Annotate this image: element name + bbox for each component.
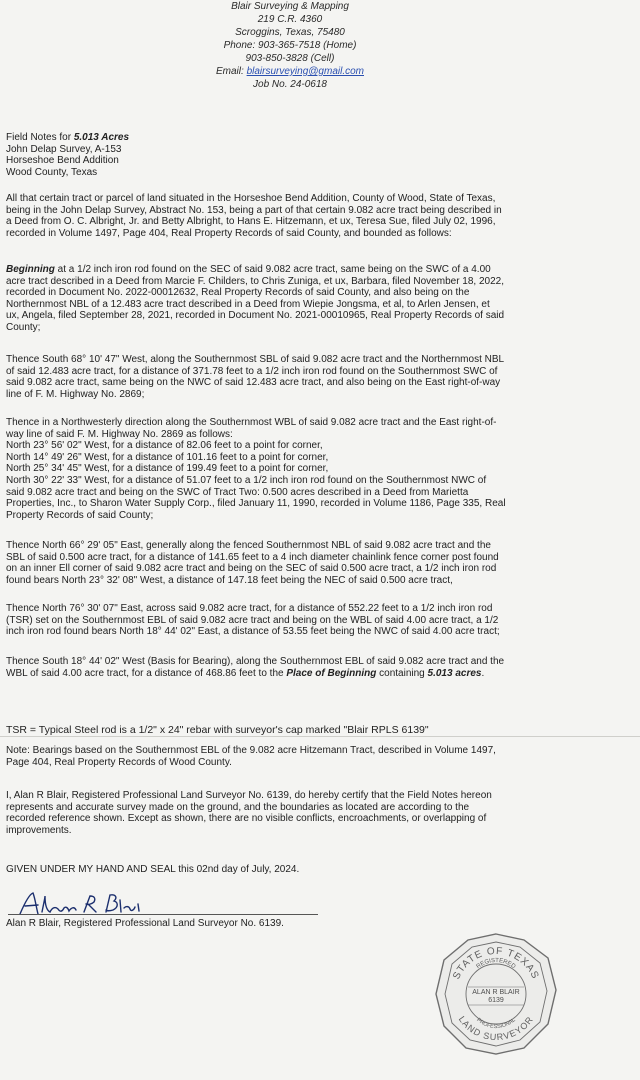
text-line: Thence North 76° 30' 07" East, across said 9.082 acre tract, for a distance of 552.22 feet to a 1/2 inch iron rod [6, 603, 493, 614]
phone-home: Phone: 903-365-7518 (Home) [223, 40, 357, 51]
text-line: All that certain tract or parcel of land situated in the Horseshoe Bend Addition, County of Wood, State of Texas, [6, 193, 496, 204]
county-name: Wood County, Texas [6, 166, 98, 178]
text-line [6, 264, 624, 276]
title-block [6, 132, 624, 178]
text-line: of said 12.483 acre tract, for a distance of 371.78 feet to a 1/2 inch iron rod found on the Southernmost SWC of [6, 365, 498, 377]
surveyor-seal [432, 930, 560, 1058]
divider [0, 736, 640, 737]
beginning-paragraph [6, 264, 624, 334]
seal-registered: REGISTERED [475, 957, 517, 971]
certification-paragraph [6, 790, 624, 836]
text-line: recorded in Document No. 2022-00012632, Real Property Records of said County, and also being on the [6, 287, 470, 299]
title-line [6, 132, 624, 144]
thence-north-east-paragraph [6, 540, 624, 586]
company-address: 219 C.R. 4360 [257, 14, 323, 25]
text-line: said 9.082 acre tract, same being on the NWC of said 12.483 acre tract, and also being on the East right-of-way [6, 377, 501, 389]
place-of-beginning: Place of Beginning [286, 667, 377, 679]
text-segment: WBL of said 4.00 acre tract, for a distance of 468.86 feet to the [6, 667, 287, 679]
text-line: North 23° 56' 02" West, for a distance of 82.06 feet to a point for corner, [6, 440, 323, 452]
bearing-note [6, 745, 624, 768]
text-line: represents and accurate survey made on the ground, and the boundaries as located are according to the [6, 801, 470, 813]
text-line: North 25° 34' 45" West, for a distance of 199.49 feet to a point for corner, [6, 463, 329, 475]
northwesterly-paragraph [6, 417, 624, 521]
signature-line [8, 914, 318, 915]
text-segment: containing [376, 667, 428, 679]
text-line: line of F. M. Highway No. 2869; [6, 388, 145, 400]
title-prefix: Field Notes for [6, 132, 72, 143]
letterhead [0, 0, 580, 91]
given-under-hand: GIVEN UNDER MY HAND AND SEAL this 02nd day of July, 2024. [6, 864, 300, 875]
text-line: Thence South 18° 44' 02" West (Basis for Bearing), along the Southernmost EBL of said 9.082 acre tract and the [6, 656, 505, 667]
title-acres: 5.013 Acres [73, 132, 130, 143]
email-link[interactable]: blairsurveying@gmail.com [246, 66, 364, 77]
seal-state: STATE OF TEXAS [451, 945, 541, 982]
closing-call-paragraph [6, 656, 624, 679]
text-line: Properties, Inc., to Sharon Water Supply Corp., filed January 11, 1990, recorded in Volume 1186, Page 335, Real [6, 498, 506, 510]
text-line: I, Alan R Blair, Registered Professional Land Surveyor No. 6139, do hereby certify that the Field Notes hereon [6, 790, 492, 801]
job-number: Job No. 24-0618 [253, 79, 327, 90]
text-line: a Deed from O. C. Albright, Jr. and Betty Albright, to Hans E. Hitzemann, et ux, Teresa Sue, filed July 02, 1996, [6, 216, 496, 228]
addition-name: Horseshoe Bend Addition [6, 155, 119, 167]
text-line: improvements. [6, 824, 72, 836]
thence-north-76-paragraph [6, 603, 624, 638]
seal-land-surveyor: LAND SURVEYOR [456, 1014, 536, 1043]
thence-south-paragraph [6, 354, 624, 400]
text-line: found bears North 23° 32' 08" West, a distance of 147.18 feet being the NEC of said 0.500 acre tract, [6, 574, 453, 586]
signer-name: Alan R Blair, Registered Professional Land Surveyor No. 6139. [6, 918, 284, 929]
text-line [6, 668, 624, 680]
text-segment: at a 1/2 inch iron rod found on the SEC of said 9.082 acre tract, same being on the SWC of a 4.00 [54, 264, 491, 275]
phone-cell: 903-850-3828 (Cell) [245, 53, 335, 64]
company-city: Scroggins, Texas, 75480 [235, 27, 345, 38]
text-line: ux, Angela, filed September 28, 2021, recorded in Document No. 2021-00010965, Real Property Records of said [6, 310, 505, 322]
text-line: way line of said F. M. Highway No. 2869 as follows: [6, 428, 233, 440]
tsr-definition: TSR = Typical Steel rod is a 1/2" x 24" rebar with surveyor's cap marked "Blair RPLS 6139" [6, 724, 429, 736]
text-line: acre tract described in a Deed from Marcie F. Childers, to Chris Zuniga, et ux, Barbara, filed November 18, 2022, [6, 275, 505, 287]
seal-professional: PROFESSIONAL [475, 1017, 517, 1031]
beginning-label: Beginning [6, 264, 55, 275]
text-line: County; [6, 321, 41, 333]
text-line: North 30° 22' 33" West, for a distance of 51.07 feet to a 1/2 inch iron rod found on the Southernmost NWC of [6, 474, 487, 486]
text-line: said 9.082 acre tract and being on the SWC of Tract Two: 0.500 acres described in a Deed from Marietta [6, 486, 469, 498]
survey-name: John Delap Survey, A-153 [6, 143, 122, 155]
company-name: Blair Surveying & Mapping [231, 1, 349, 12]
text-line: North 14° 49' 26" West, for a distance of 101.16 feet to a point for corner, [6, 451, 329, 463]
text-line: Thence South 68° 10' 47" West, along the Southernmost SBL of said 9.082 acre tract and the Northernmost NBL [6, 354, 505, 365]
text-line: Northernmost NBL of a 12.483 acre tract described in a Deed from Wiepie Jongsma, et al, to Arlen Jensen, et [6, 298, 490, 310]
seal-name: ALAN R BLAIR [472, 989, 520, 996]
text-line: inch iron rod found bears North 18° 44' 02" East, a distance of 53.55 feet being the NWC of said 4.00 acre tract; [6, 626, 500, 638]
text-segment: . [481, 667, 485, 679]
text-line: being in the John Delap Survey, Abstract No. 153, being a part of that certain 9.082 acre tract being described in [6, 204, 502, 216]
email-line [0, 65, 580, 78]
text-line: Note: Bearings based on the Southernmost EBL of the 9.082 acre Hitzemann Tract, described in Volume 1497, [6, 745, 496, 756]
text-line: Thence in a Northwesterly direction along the Southernmost WBL of said 9.082 acre tract and the East right-of- [6, 417, 497, 428]
seal-number: 6139 [488, 997, 504, 1004]
text-line: recorded reference shown. Except as shown, there are no visible conflicts, encroachments, or overlapping of [6, 813, 487, 825]
text-line: Page 404, Real Property Records of Wood County. [6, 756, 232, 768]
text-line: on an inner Ell corner of said 9.082 acre tract and being on the SEC of said 0.500 acre tract, a 1/2 inch iron rod [6, 563, 497, 575]
intro-paragraph [6, 193, 624, 239]
text-line: recorded in Volume 1497, Page 404, Real Property Records of said County, and bounded as follows: [6, 227, 452, 239]
email-label: Email: [216, 66, 244, 77]
text-line: (TSR) set on the Southernmost EBL of said 9.082 acre tract and being on the WBL of said 4.00 acre tract, a 1/2 [6, 614, 499, 626]
total-acres: 5.013 acres [427, 667, 482, 679]
text-line: SBL of said 0.500 acre tract, for a distance of 141.65 feet to a 4 inch diameter chainlink fence corner post found [6, 551, 499, 563]
text-line: Thence North 66° 29' 05" East, generally along the fenced Southernmost NBL of said 9.082 acre tract and the [6, 540, 491, 551]
text-line: Property Records of said County; [6, 509, 154, 521]
